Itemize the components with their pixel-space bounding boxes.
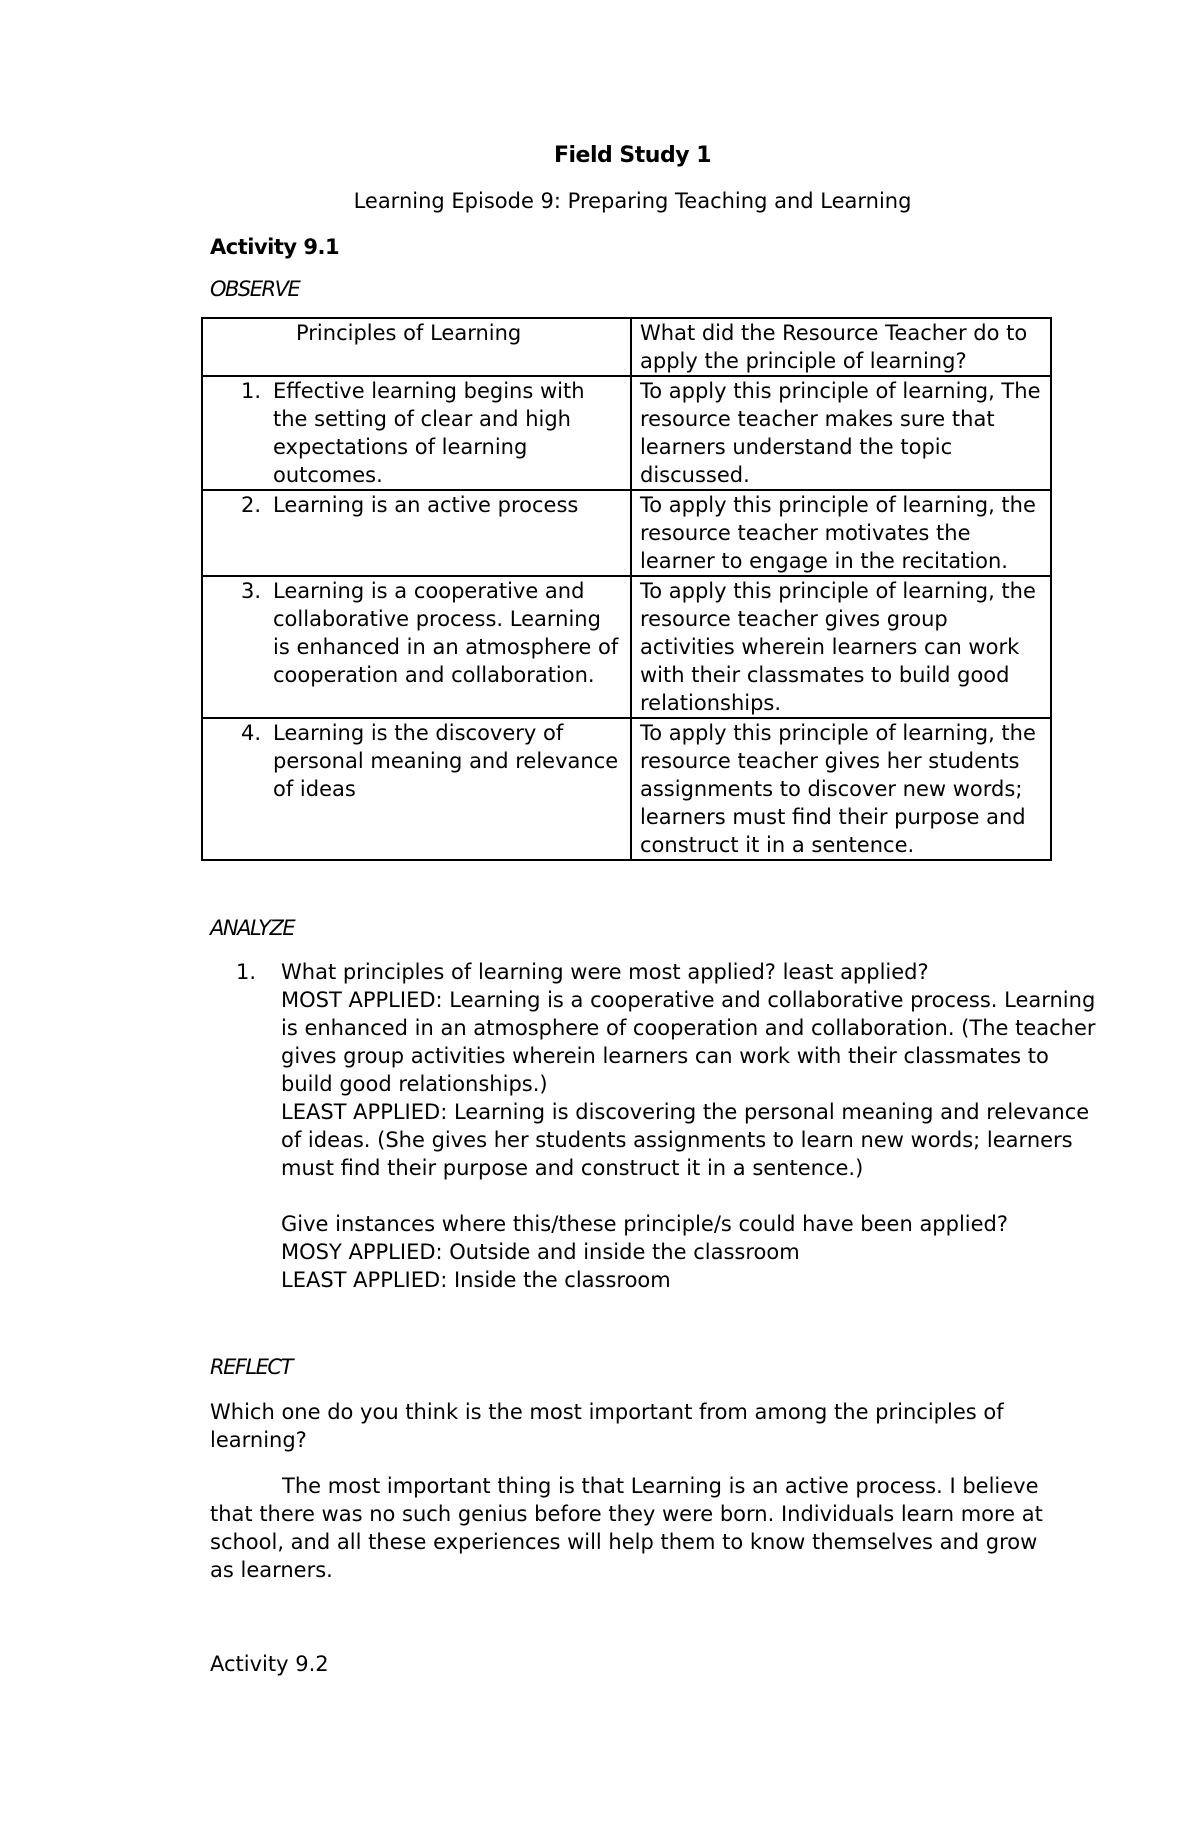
row-number: 3. (241, 579, 262, 603)
table-row (202, 490, 1051, 576)
item-number: 1. (236, 960, 257, 984)
analyze-question-2: Give instances where this/these principle/s could have been applied? (281, 1212, 1009, 1236)
principles-table (201, 317, 1052, 861)
least-applied-answer: LEAST APPLIED: Learning is discovering the personal meaning and relevance of ideas. (She gives her students assignments to learn new words; learners must find their purpose and construct it in a sentence.) (281, 1100, 1090, 1180)
analyze-heading: ANALYZE (210, 916, 295, 940)
mosy-applied-instance: MOSY APPLIED: Outside and inside the classroom (281, 1240, 800, 1264)
row-number: 4. (241, 721, 262, 745)
action-cell: To apply this principle of learning, the resource teacher gives her students assignments to discover new words; learners must find their purpose and construct it in a sentence. (631, 718, 1051, 860)
activity-9-2-heading: Activity 9.2 (210, 1652, 329, 1676)
document-title: Field Study 1 (553, 143, 712, 168)
table-row (202, 576, 1051, 718)
table-header-row (202, 318, 1051, 376)
header-principles: Principles of Learning (202, 318, 631, 376)
reflect-heading: REFLECT (210, 1355, 292, 1379)
principle-text: Learning is an active process (273, 493, 579, 517)
activity-9-1-heading: Activity 9.1 (210, 235, 340, 259)
principle-cell (202, 490, 631, 576)
action-cell: To apply this principle of learning, the resource teacher gives group activities wherein learners can work with their classmates to build good relationships. (631, 576, 1051, 718)
most-applied-answer: MOST APPLIED: Learning is a cooperative and collaborative process. Learning is enhanced in an atmosphere of cooperation and collaboration. (The teacher gives group activities wherein learners can work with their classmates to build good relationships.) (281, 988, 1096, 1096)
principle-text: Effective learning begins with the setting of clear and high expectations of learning outcomes. (273, 379, 585, 487)
least-applied-instance: LEAST APPLIED: Inside the classroom (281, 1268, 671, 1292)
reflect-question: Which one do you think is the most important from among the principles of learning? (210, 1400, 1004, 1452)
episode-subtitle: Learning Episode 9: Preparing Teaching and Learning (353, 189, 912, 213)
action-cell: To apply this principle of learning, The resource teacher makes sure that learners understand the topic discussed. (631, 376, 1051, 490)
list-item (236, 958, 1096, 1294)
table-row (202, 718, 1051, 860)
row-number: 1. (241, 379, 262, 403)
table-row (202, 376, 1051, 490)
principle-text: Learning is the discovery of personal meaning and relevance of ideas (273, 721, 619, 801)
header-teacher-action: What did the Resource Teacher do to apply the principle of learning? (631, 318, 1051, 376)
principle-text: Learning is a cooperative and collaborative process. Learning is enhanced in an atmosphere of cooperation and collaboration. (273, 579, 619, 687)
principle-cell (202, 376, 631, 490)
principle-cell (202, 718, 631, 860)
reflect-answer: The most important thing is that Learning is an active process. I believe that there was no such genius before they were born. Individuals learn more at school, and all these experiences will help them to know themselves and grow as learners. (210, 1474, 1043, 1582)
observe-heading: OBSERVE (210, 277, 300, 301)
row-number: 2. (241, 493, 262, 517)
principle-cell (202, 576, 631, 718)
analyze-list (236, 958, 1096, 1294)
action-cell: To apply this principle of learning, the resource teacher motivates the learner to engage in the recitation. (631, 490, 1051, 576)
analyze-question: What principles of learning were most applied? least applied? (281, 960, 929, 984)
